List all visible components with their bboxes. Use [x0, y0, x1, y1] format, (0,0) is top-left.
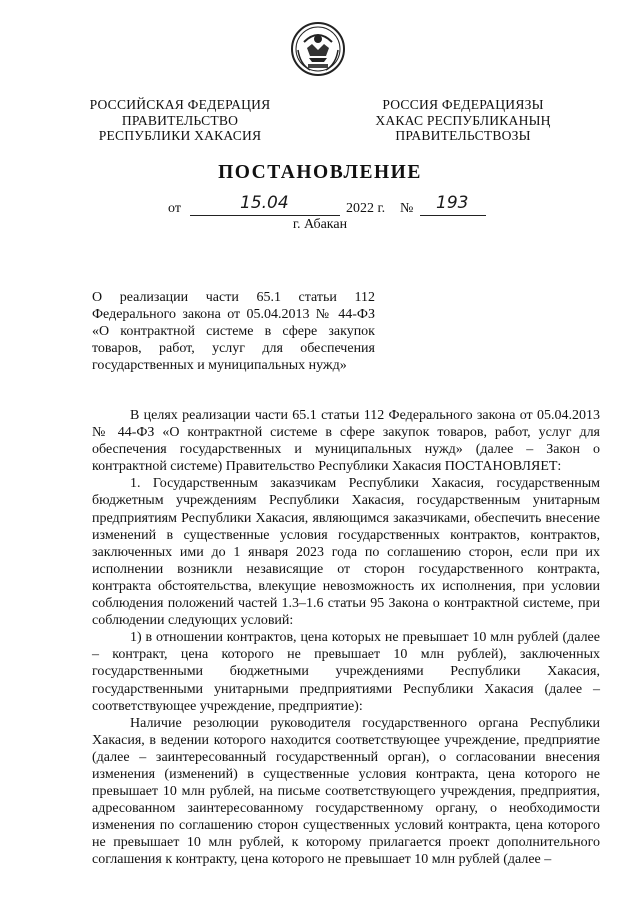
- header-right-line-2: ХАКАС РЕСПУБЛИКАНЫҢ: [375, 112, 551, 128]
- date-prefix: от: [168, 201, 181, 216]
- number-handwritten: 193: [436, 193, 469, 213]
- date-year: 2022 г.: [346, 201, 386, 216]
- header-left: [80, 97, 280, 144]
- number-sign: №: [400, 201, 414, 216]
- header-right-line-1: РОССИЯ ФЕДЕРАЦИЯЗЫ: [382, 97, 544, 112]
- header-left-line-2: ПРАВИТЕЛЬСТВО: [121, 112, 239, 128]
- city-label: г. Абакан: [292, 217, 348, 232]
- header-left-line-1: РОССИЙСКАЯ ФЕДЕРАЦИЯ: [89, 97, 271, 112]
- header-right-line-3: ПРАВИТЕЛЬСТВОЗЫ: [395, 128, 531, 143]
- document-title: ПОСТАНОВЛЕНИЕ: [218, 162, 422, 183]
- paragraph-preamble: В целях реализации части 65.1 статьи 112 Федерального закона от 05.04.2013 № 44-ФЗ «О контрактной системе в сфере закупок товаров, работ, услуг для обеспечения государственных и муниципальных нужд» (далее – Закон о контрактной системе) Правительство Республики Хакасия ПОСТАНОВЛЯЕТ:: [92, 408, 600, 475]
- paragraph-subitem-1: 1) в отношении контрактов, цена которых не превышает 10 млн рублей (далее – контракт, цена которого не превышает 10 млн рублей), заключенных государственными бюджетными учреждениями Республики Хакасия, государственными унитарными предприятиями Республики Хакасия (далее – соответствующее учреждение, предприятие):: [92, 630, 600, 714]
- date-line: [168, 193, 498, 219]
- header-right: [358, 97, 568, 144]
- header-left-line-3: РЕСПУБЛИКИ ХАКАСИЯ: [98, 128, 262, 143]
- subject-block: О реализации части 65.1 статьи 112 Федерального закона от 05.04.2013 № 44-ФЗ «О контрактной системе в сфере закупок товаров, работ, услуг для обеспечения государственных и муниципальных нужд»: [92, 290, 375, 373]
- document-body: [92, 407, 600, 869]
- paragraph-item-1: 1. Государственным заказчикам Республики Хакасия, государственным бюджетным учреждениям Республики Хакасия, государственным унитарным предприятиям Республики Хакасия, являющимся заказчиками, обеспечить внесение изменений в существенные условия государственных контрактов, контрактов, заключенных ими до 1 января 2023 года по соглашению сторон, если при их исполнении возникли независящие от сторон государственного контракта, контракта обстоятельства, влекущие невозможность их исполнения, при условии соблюдения положений частей 1.3–1.6 статьи 95 Закона о контрактной системе, при соблюдении следующих условий:: [92, 476, 600, 629]
- date-handwritten: 15.04: [240, 193, 289, 213]
- coat-of-arms-emblem-icon: [290, 20, 346, 78]
- paragraph-condition: Наличие резолюции руководителя государственного органа Республики Хакасия, в ведении которого находится соответствующее учреждение, предприятие (далее – заинтересованный государственный орган), о согласовании внесения изменения (изменений) в существенные условия контракта, цена которого не превышает 10 млн рублей, на письме соответствующего учреждения, предприятия, адресованном заинтересованному государственному органу, о необходимости изменения по соглашению сторон существенных условий контракта, цена которого не превышает 10 млн рублей, к которому прилагается проект дополнительного соглашения к контракту, цена которого не превышает 10 млн рублей (далее –: [92, 715, 600, 868]
